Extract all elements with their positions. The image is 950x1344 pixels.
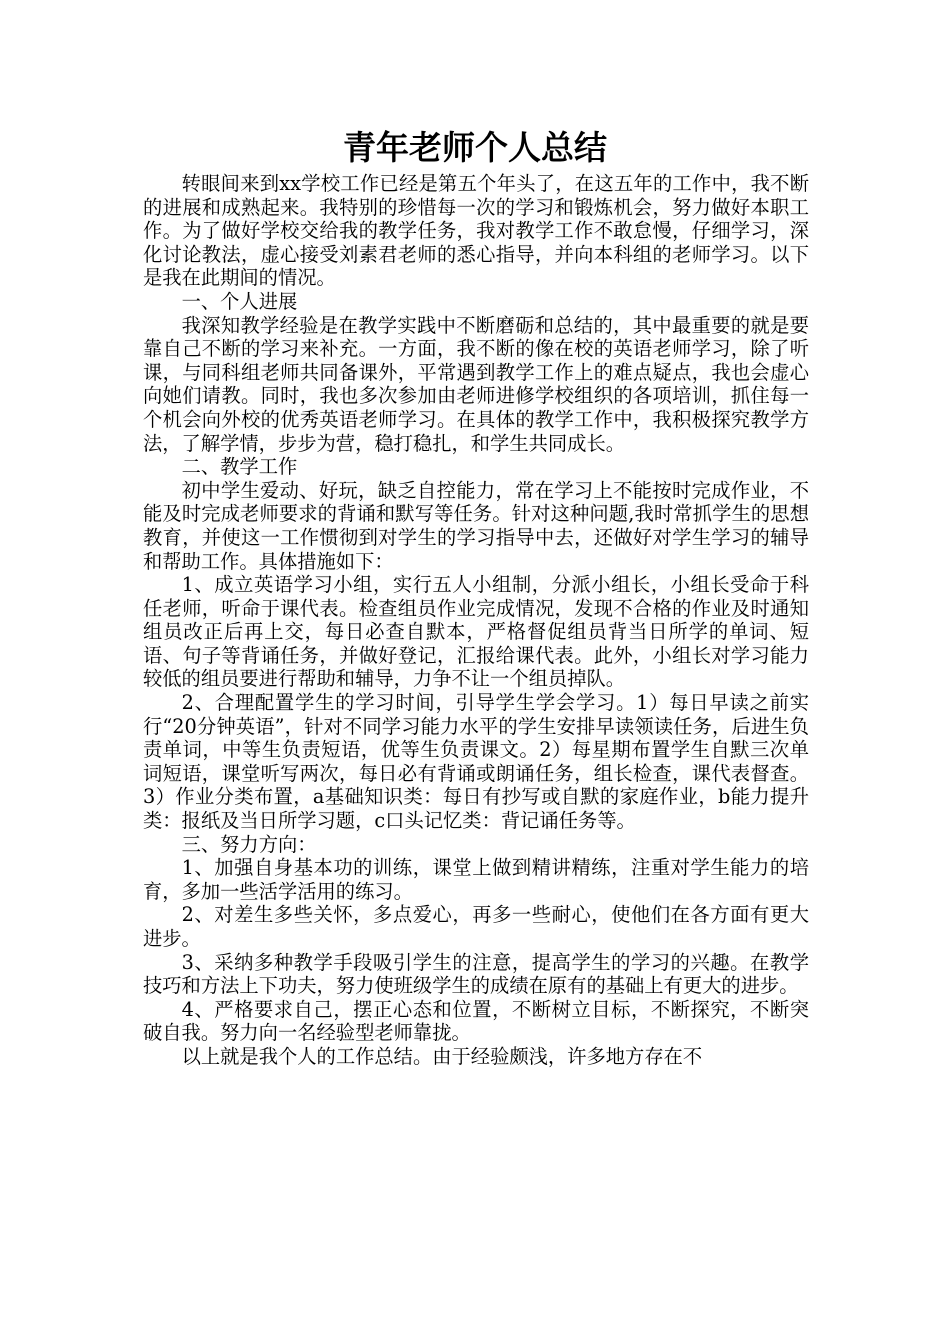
paragraph-measure-1: 1、成立英语学习小组，实行五人小组制，分派小组长，小组长受命于科任老师，听命于课代表。检查组员作业完成情况，发现不合格的作业及时通知组员改正后再上交，每日必查自默本，严格督促组员背当日所学的单词、短语、句子等背诵任务，并做好登记，汇报给课代表。此外，小组长对学习能力较低的组员要进行帮助和辅导，力争不让一个组员掉队。 bbox=[143, 573, 809, 691]
section-heading-teaching-work: 二、教学工作 bbox=[181, 455, 298, 479]
document-title: 青年老师个人总结 bbox=[343, 128, 607, 167]
section-heading-personal-progress: 一、个人进展 bbox=[181, 289, 298, 313]
paragraph-direction-1: 1、加强自身基本功的训练，课堂上做到精讲精练，注重对学生能力的培育，多加一些活学活用的练习。 bbox=[143, 856, 809, 903]
paragraph-direction-2: 2、对差生多些关怀，多点爱心，再多一些耐心，使他们在各方面有更大进步。 bbox=[143, 903, 809, 950]
paragraph-teaching-work: 初中学生爱动、好玩，缺乏自控能力，常在学习上不能按时完成作业，不能及时完成老师要求的背诵和默写等任务。针对这种问题,我时常抓学生的思想教育，并使这一工作惯彻到对学生的学习指导中去，还做好对学生学习的辅导和帮助工作。具体措施如下： bbox=[143, 478, 809, 573]
document-body bbox=[143, 172, 809, 1069]
paragraph-personal-progress: 我深知教学经验是在教学实践中不断磨砺和总结的，其中最重要的就是要靠自己不断的学习来补充。一方面，我不断的像在校的英语老师学习，除了听课，与同科组老师共同备课外，平常遇到教学工作上的难点疑点，我也会虚心向她们请教。同时，我也多次参加由老师进修学校组织的各项培训，抓住每一个机会向外校的优秀英语老师学习。在具体的教学工作中，我积极探究教学方法，了解学情，步步为营，稳打稳扎，和学生共同成长。 bbox=[143, 313, 809, 455]
paragraph-conclusion: 以上就是我个人的工作总结。由于经验颇浅，许多地方存在不 bbox=[181, 1044, 703, 1068]
paragraph-direction-3: 3、采纳多种教学手段吸引学生的注意，提高学生的学习的兴趣。在教学技巧和方法上下功夫，努力使班级学生的成绩在原有的基础上有更大的进步。 bbox=[143, 950, 809, 998]
paragraph-measure-2: 2、合理配置学生的学习时间，引导学生学会学习。1）每日早读之前实行“20分钟英语”，针对不同学习能力水平的学生安排早读领读任务，后进生负责单词，中等生负责短语，优等生负责课文。2）每星期布置学生自默三次单词短语，课堂听写两次，每日必有背诵或朗诵任务，组长检查，课代表督查。3）作业分类布置，a基础知识类：每日有抄写或自默的家庭作业，b能力提升类：报纸及当日所学习题，c口头记忆类：背记诵任务等。 bbox=[143, 691, 809, 833]
section-heading-direction: 三、努力方向： bbox=[181, 832, 317, 856]
paragraph-intro: 转眼间来到xx学校工作已经是第五个年头了，在这五年的工作中，我不断的进展和成熟起来。我特别的珍惜每一次的学习和锻炼机会，努力做好本职工作。为了做好学校交给我的教学任务，我对教学工作不敢怠慢，仔细学习，深化讨论教法，虚心接受刘素君老师的悉心指导，并向本科组的老师学习。以下是我在此期间的情况。 bbox=[143, 172, 809, 290]
paragraph-direction-4: 4、严格要求自己，摆正心态和位置，不断树立目标，不断探究，不断突破自我。努力向一名经验型老师靠拢。 bbox=[143, 997, 809, 1045]
